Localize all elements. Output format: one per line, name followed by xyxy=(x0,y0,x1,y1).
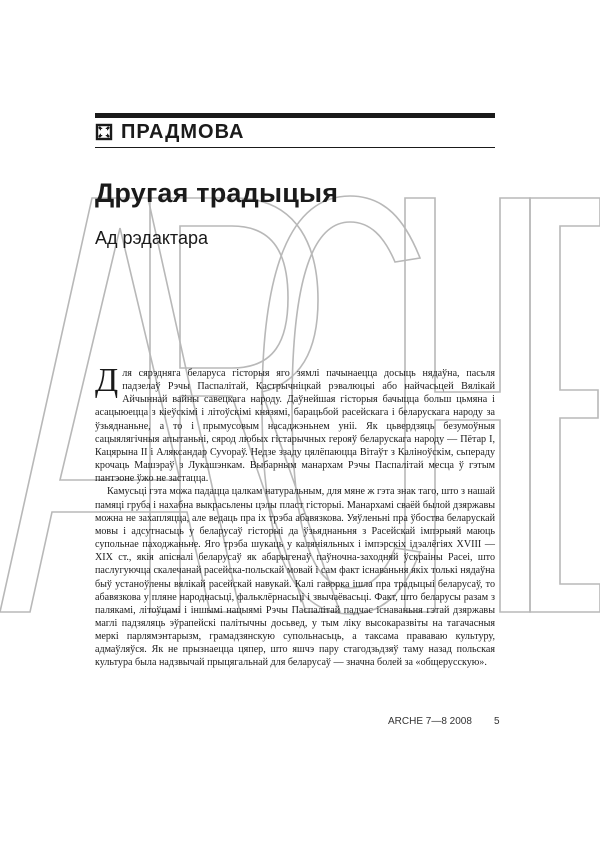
section-title: ПРАДМОВА xyxy=(121,120,245,143)
article-body xyxy=(95,362,496,670)
section-header xyxy=(95,120,245,144)
watermark-letter-e xyxy=(530,198,600,612)
paragraph-1 xyxy=(95,362,495,485)
page-number: 5 xyxy=(493,716,500,727)
article-title: Другая традыцыя xyxy=(95,178,339,208)
section-mark-icon xyxy=(95,123,113,141)
section-divider xyxy=(95,147,495,148)
paragraph-1-text: ля сярэдняга беларуса гісторыя яго зямлі пачынаецца досыць нядаўна, пасьля падзелаў Рэчы Паспалітай, Кастрычніцкай рэвалюцыі або найчасьцей Вялікай Айчыннай вайны савецкага народу. Даўнейшая гісторыя бачыцца больш цьмяна і асацыюецца з кіеўскімі і літоўскімі князямі, барацьбой расейскага і беларускага народу за ўзьяднаньне, а то і прымусовым насаджэньнем уніі. Як цьвердзяць безумоўныя сацыялягічныя апытаньні, сярод любых гістарычных герояў беларускага народу — Пётар І, Кацярына ІІ і Аляксандар Суvoраў. Недзе ззаду цялёпаюцца Вітаўт з Каліноўскім, сьпераду крочаць Машэраў з Лукашэнкам. Выбарным манархам Рэчы Паспалітай месца ў гэтым пантэоне ўжо не застацца. xyxy=(95,368,495,485)
drop-cap: Д xyxy=(95,362,119,399)
top-rule xyxy=(95,113,495,118)
article-byline: Ад рэдактара xyxy=(95,228,208,248)
page-footer xyxy=(388,716,500,727)
journal-issue: ARCHE 7—8 2008 xyxy=(388,716,472,727)
paragraph-2: Камусьці гэта можа падацца цалкам натуральным, для мяне ж гэта знак таго, што з нашай памяці груба і нахабна выкрасьлены цэлы пласт гісторыі. Манархамі сваёй былой дзяржавы можна не захапляцца, але ведаць пра іх трэба абавязкова. Уяўленьні пра ўбоства беларускай мовы і адсутнасьць у беларусаў гісторыі да ўзьяднаньня з Расейскай імпэрыяй маюць супольнае паходжаньне. Яго трэба шукаць у каляніяльных і імпэрскіх ідэалёгіях XVIII — XIX ст., якія апісвалі беларусаў як абарыгенаў паўночна-заходняй ўскраіны Расеі, што паслугуючца скалечанай расейска-польскай мовай і сам факт існаваньня якіх толькі нядаўна быў устаноўлены вялікай расейскай навукай. Калі гаворка ішла пра традыцыі беларусаў, то абавязкова у пляне народнасьці, фальклёрнасьці і звычаёвасьці. Факт, што беларусы разам з палякамі, літоўцамі і іншымі нацыямі Рэчы Паспалітай падчас існаваньня гэтай дзяржавы маглі падзяляць эўрапейскі палітычны досьвед, у тым ліку высокаразвіты на тагачасныя меркі парлямэнтарызм, грамадзянскую супольнасьць, а таксама прававаю культуру, адмаўляўся. Як не прызнаецца цяпер, што яшчэ пару стагодзьдзяў таму назад польская культура была надзвычай прыцягальнай для беларусаў — значна болей за «общерусскую». xyxy=(95,486,496,669)
